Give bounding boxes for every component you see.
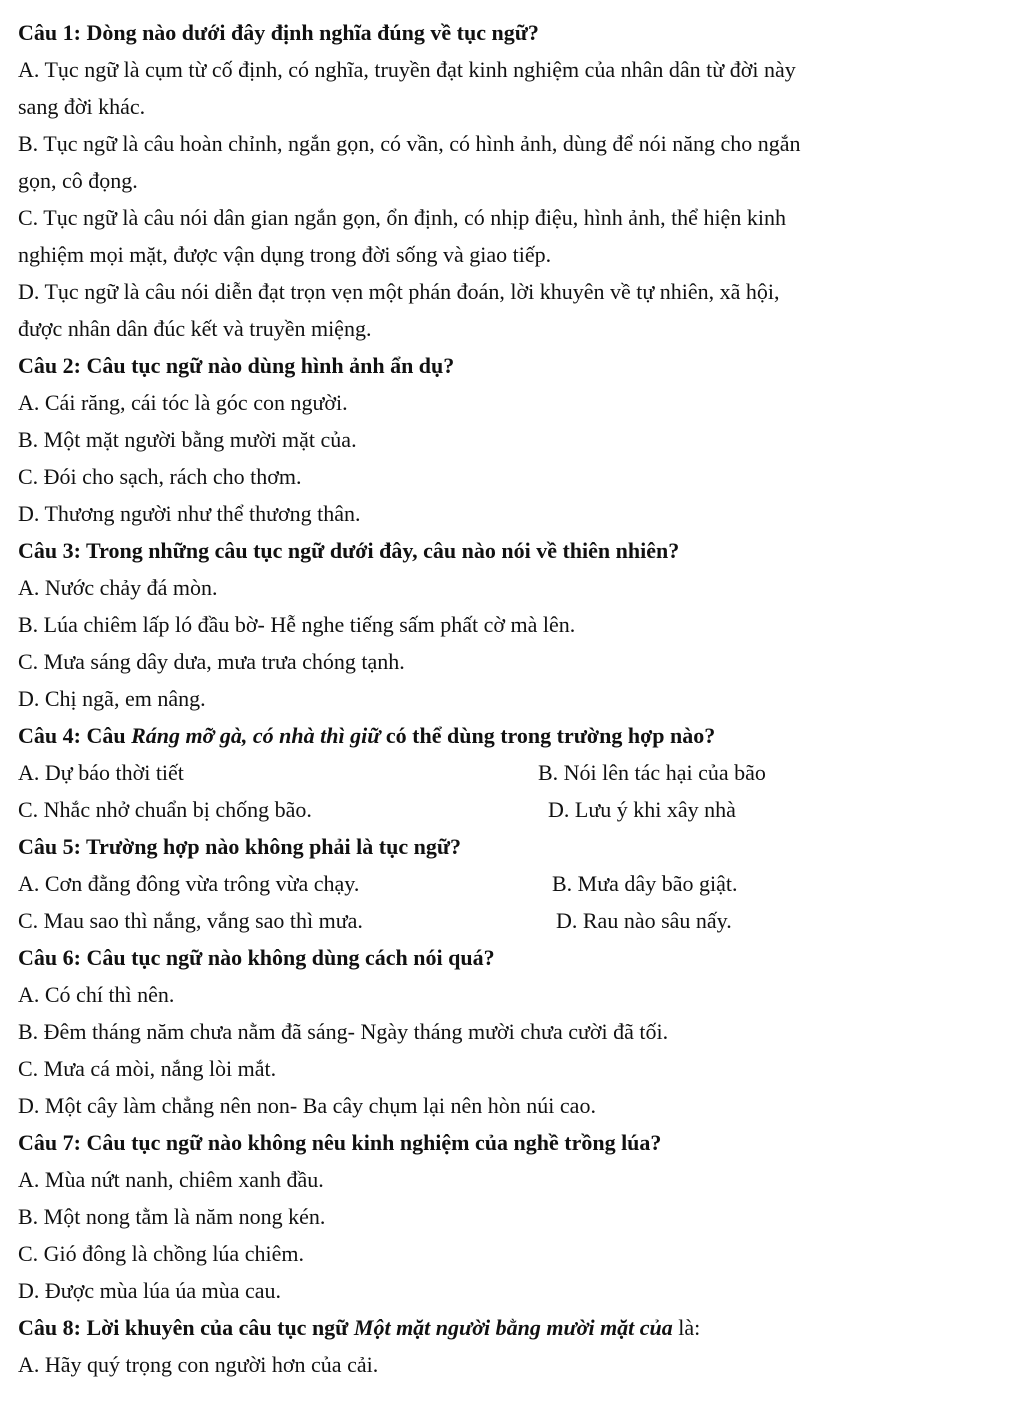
question-4-title-pre: Câu 4: Câu — [18, 723, 132, 748]
question-5-row-2 — [18, 902, 1014, 939]
question-3-title: Câu 3: Trong những câu tục ngữ dưới đây, câu nào nói về thiên nhiên? — [18, 538, 680, 563]
question-2-title: Câu 2: Câu tục ngữ nào dùng hình ảnh ẩn dụ? — [18, 353, 455, 378]
question-8-title-pre: Câu 8: Lời khuyên của câu tục ngữ — [18, 1315, 354, 1340]
question-2-option-c: C. Đói cho sạch, rách cho thơm. — [18, 464, 302, 489]
question-7-option-d: D. Được mùa lúa úa mùa cau. — [18, 1278, 282, 1303]
question-5-option-a: A. Cơn đằng đông vừa trông vừa chạy. — [18, 871, 360, 896]
question-4-option-a: A. Dự báo thời tiết — [18, 760, 184, 785]
question-4-title — [18, 717, 1014, 754]
question-1-option-b-line-2: gọn, cô đọng. — [18, 168, 138, 193]
question-1-option-b-line-1: B. Tục ngữ là câu hoàn chỉnh, ngắn gọn, có vần, có hình ảnh, dùng để nói năng cho ngắn — [18, 131, 801, 156]
question-6-option-a: A. Có chí thì nên. — [18, 982, 175, 1007]
question-5-option-b: B. Mưa dây bão giật. — [552, 871, 738, 896]
question-4-option-c: C. Nhắc nhở chuẩn bị chống bão. — [18, 797, 312, 822]
question-1-option-a-line-1: A. Tục ngữ là cụm từ cố định, có nghĩa, truyền đạt kinh nghiệm của nhân dân từ đời này — [18, 57, 796, 82]
question-1-option-d-line-1: D. Tục ngữ là câu nói diễn đạt trọn vẹn một phán đoán, lời khuyên về tự nhiên, xã hội, — [18, 279, 780, 304]
question-4-title-post: có thể dùng trong trường hợp nào? — [380, 723, 716, 748]
question-7-option-a: A. Mùa nứt nanh, chiêm xanh đầu. — [18, 1167, 324, 1192]
question-2-option-d: D. Thương người như thể thương thân. — [18, 501, 361, 526]
question-2-option-b: B. Một mặt người bằng mười mặt của. — [18, 427, 357, 452]
question-4-row-1 — [18, 754, 1014, 791]
question-5-row-1 — [18, 865, 1014, 902]
question-3-option-d: D. Chị ngã, em nâng. — [18, 686, 206, 711]
question-6-option-d: D. Một cây làm chẳng nên non- Ba cây chụm lại nên hòn núi cao. — [18, 1093, 596, 1118]
question-4-option-d: D. Lưu ý khi xây nhà — [548, 797, 736, 822]
question-1-option-c-line-2: nghiệm mọi mặt, được vận dụng trong đời sống và giao tiếp. — [18, 242, 552, 267]
question-4-title-proverb: Ráng mỡ gà, có nhà thì giữ — [131, 723, 381, 748]
question-7-option-b: B. Một nong tằm là năm nong kén. — [18, 1204, 326, 1229]
question-5-title: Câu 5: Trường hợp nào không phải là tục ngữ? — [18, 834, 462, 859]
question-1-option-d-line-2: được nhân dân đúc kết và truyền miệng. — [18, 316, 372, 341]
question-6-option-c: C. Mưa cá mòi, nắng lòi mắt. — [18, 1056, 277, 1081]
question-3-option-a: A. Nước chảy đá mòn. — [18, 575, 218, 600]
question-3-option-c: C. Mưa sáng dây dưa, mưa trưa chóng tạnh. — [18, 649, 405, 674]
question-5-option-c: C. Mau sao thì nắng, vắng sao thì mưa. — [18, 908, 363, 933]
question-1-option-c-line-1: C. Tục ngữ là câu nói dân gian ngắn gọn, ổn định, có nhịp điệu, hình ảnh, thể hiện kinh — [18, 205, 786, 230]
question-7-title: Câu 7: Câu tục ngữ nào không nêu kinh nghiệm của nghề trồng lúa? — [18, 1130, 662, 1155]
question-6-option-b: B. Đêm tháng năm chưa nằm đã sáng- Ngày tháng mười chưa cười đã tối. — [18, 1019, 669, 1044]
question-8-title — [18, 1309, 1014, 1346]
question-3-option-b: B. Lúa chiêm lấp ló đầu bờ- Hễ nghe tiếng sấm phất cờ mà lên. — [18, 612, 576, 637]
question-4-option-b: B. Nói lên tác hại của bão — [538, 760, 766, 785]
question-5-option-d: D. Rau nào sâu nấy. — [556, 908, 732, 933]
question-8-option-a: A. Hãy quý trọng con người hơn của cải. — [18, 1352, 379, 1377]
question-8-title-proverb: Một mặt người bằng mười mặt của — [353, 1315, 673, 1340]
question-6-title: Câu 6: Câu tục ngữ nào không dùng cách nói quá? — [18, 945, 495, 970]
question-4-row-2 — [18, 791, 1014, 828]
question-2-option-a: A. Cái răng, cái tóc là góc con người. — [18, 390, 348, 415]
question-1-option-a-line-2: sang đời khác. — [18, 94, 146, 119]
question-7-option-c: C. Gió đông là chồng lúa chiêm. — [18, 1241, 304, 1266]
question-1-title: Câu 1: Dòng nào dưới đây định nghĩa đúng về tục ngữ? — [18, 20, 539, 45]
question-8-title-post: là: — [672, 1315, 701, 1340]
